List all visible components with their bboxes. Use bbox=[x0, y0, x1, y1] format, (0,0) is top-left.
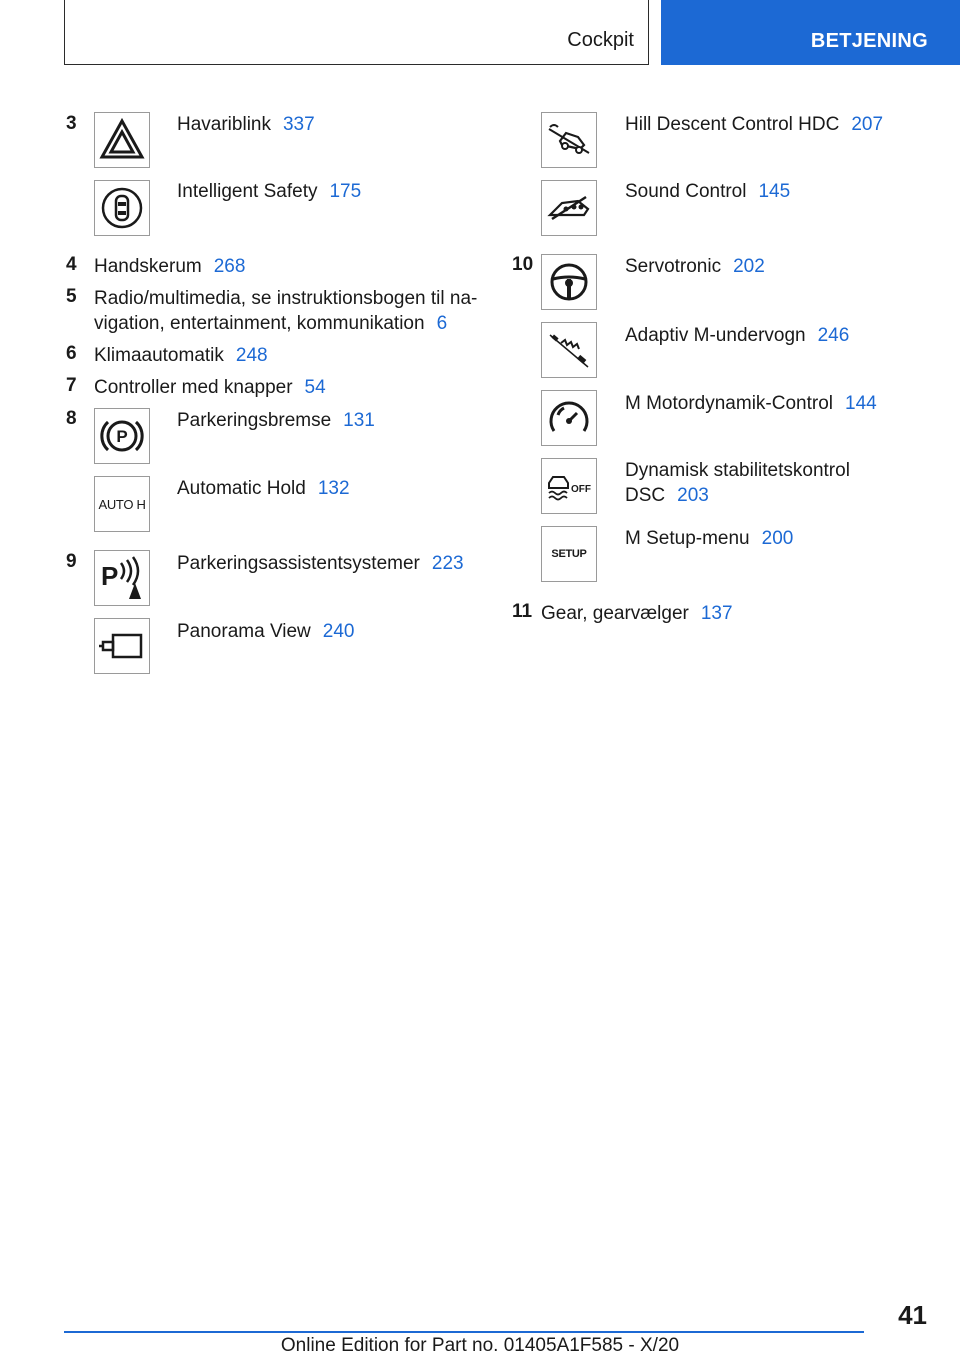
page-link[interactable]: 200 bbox=[761, 528, 794, 549]
page-link[interactable]: 246 bbox=[817, 325, 850, 346]
entry-label: Automatic Hold bbox=[177, 478, 306, 499]
entry-number-11: 11 bbox=[512, 601, 533, 622]
intelligent-safety-icon bbox=[94, 180, 150, 236]
entry-parking-assistant[interactable] bbox=[177, 551, 464, 576]
setup-icon-text: SETUP bbox=[551, 548, 587, 560]
entry-intelligent-safety[interactable] bbox=[177, 179, 361, 204]
entry-servotronic[interactable] bbox=[625, 254, 765, 279]
entry-label: Intelligent Safety bbox=[177, 181, 318, 202]
page-link[interactable]: 132 bbox=[317, 478, 350, 499]
entry-label: Havariblink bbox=[177, 114, 271, 135]
entry-number-3: 3 bbox=[66, 113, 77, 134]
page-link[interactable]: 337 bbox=[282, 114, 315, 135]
footer-divider bbox=[64, 1331, 864, 1333]
page-link[interactable]: 145 bbox=[758, 181, 791, 202]
adaptive-suspension-icon bbox=[541, 322, 597, 378]
entry-number-8: 8 bbox=[66, 408, 77, 429]
entry-label-line2: DSC bbox=[625, 485, 666, 506]
page-link[interactable]: 248 bbox=[235, 345, 268, 366]
entry-label-line1: Radio/multimedia, se instruktionsbogen til na‐ bbox=[94, 288, 478, 309]
sound-control-icon bbox=[541, 180, 597, 236]
parking-assistant-icon bbox=[94, 550, 150, 606]
entry-label: Klimaautomatik bbox=[94, 345, 224, 366]
entry-label: M Motordynamik-Control bbox=[625, 393, 833, 414]
page-link[interactable]: 175 bbox=[329, 181, 362, 202]
header-chapter-tab[interactable] bbox=[661, 0, 960, 65]
entry-adaptive-suspension[interactable] bbox=[625, 323, 849, 348]
page-link[interactable]: 137 bbox=[700, 603, 733, 624]
entry-label: Gear, gearvælger bbox=[541, 603, 689, 624]
header-section-title: Cockpit bbox=[567, 29, 634, 51]
entry-number-7: 7 bbox=[66, 375, 77, 396]
entry-label: Controller med knapper bbox=[94, 377, 293, 398]
entry-hazard-warning[interactable] bbox=[177, 112, 315, 137]
entry-label: Parkeringsbremse bbox=[177, 410, 332, 431]
entry-automatic-hold[interactable] bbox=[177, 476, 350, 501]
page-link[interactable]: 268 bbox=[213, 256, 246, 277]
entry-label: Servotronic bbox=[625, 256, 722, 277]
entry-gear-selector[interactable] bbox=[541, 601, 733, 626]
hill-descent-control-icon bbox=[541, 112, 597, 168]
page-link[interactable]: 207 bbox=[851, 114, 884, 135]
parking-brake-icon bbox=[94, 408, 150, 464]
header-chapter-title: BETJENING bbox=[810, 30, 928, 52]
entry-setup-menu[interactable] bbox=[625, 526, 793, 551]
entry-motor-dynamics[interactable] bbox=[625, 391, 877, 416]
entry-label: Adaptiv M-undervogn bbox=[625, 325, 806, 346]
entry-parking-brake[interactable] bbox=[177, 408, 375, 433]
dsc-off-text: OFF bbox=[571, 484, 591, 495]
setup-menu-icon bbox=[541, 526, 597, 582]
parking-brake-icon-letter: P bbox=[116, 427, 128, 446]
header-section-box bbox=[64, 0, 649, 65]
auto-hold-icon bbox=[94, 476, 150, 532]
entry-label-line2: vigation, entertainment, kommunikation bbox=[94, 313, 425, 334]
page-link[interactable]: 203 bbox=[677, 485, 709, 506]
entry-hill-descent-control[interactable] bbox=[625, 112, 883, 137]
entry-radio-multimedia[interactable] bbox=[94, 286, 477, 336]
entry-number-9: 9 bbox=[66, 551, 77, 572]
page-link[interactable]: 144 bbox=[845, 393, 877, 414]
entry-label: Sound Control bbox=[625, 181, 747, 202]
entry-glove-box[interactable] bbox=[94, 254, 245, 279]
entry-number-5: 5 bbox=[66, 286, 77, 307]
entry-label: Parkeringsassistentsystemer bbox=[177, 553, 420, 574]
entry-number-6: 6 bbox=[66, 343, 77, 364]
entry-controller[interactable] bbox=[94, 375, 326, 400]
entry-label: Hill Descent Control HDC bbox=[625, 114, 840, 135]
entry-panorama-view[interactable] bbox=[177, 619, 354, 644]
page-link[interactable]: 54 bbox=[304, 377, 326, 398]
hazard-warning-icon bbox=[94, 112, 150, 168]
entry-dsc[interactable] bbox=[625, 458, 850, 508]
entry-sound-control[interactable] bbox=[625, 179, 790, 204]
page-link[interactable]: 202 bbox=[733, 256, 765, 277]
page-link[interactable]: 223 bbox=[431, 553, 464, 574]
entry-climate-control[interactable] bbox=[94, 343, 268, 368]
parking-assistant-icon-letter: P bbox=[101, 561, 119, 591]
footer-edition-text: Online Edition for Part no. 01405A1F585 - X/20 bbox=[280, 1335, 680, 1356]
page-number: 41 bbox=[898, 1300, 927, 1330]
page-link[interactable]: 131 bbox=[343, 410, 375, 431]
panorama-view-icon bbox=[94, 618, 150, 674]
entry-label: M Setup-menu bbox=[625, 528, 750, 549]
steering-wheel-icon bbox=[541, 254, 597, 310]
page-link[interactable]: 6 bbox=[436, 313, 448, 334]
page-link[interactable]: 240 bbox=[322, 621, 355, 642]
entry-label: Panorama View bbox=[177, 621, 311, 642]
engine-dynamics-gauge-icon bbox=[541, 390, 597, 446]
entry-label-line1: Dynamisk stabilitetskontrol bbox=[625, 460, 850, 481]
entry-label: Handskerum bbox=[94, 256, 202, 277]
auto-hold-icon-text: AUTO H bbox=[98, 496, 146, 512]
entry-number-10: 10 bbox=[512, 254, 534, 275]
entry-number-4: 4 bbox=[66, 254, 77, 275]
dsc-off-icon bbox=[541, 458, 597, 514]
